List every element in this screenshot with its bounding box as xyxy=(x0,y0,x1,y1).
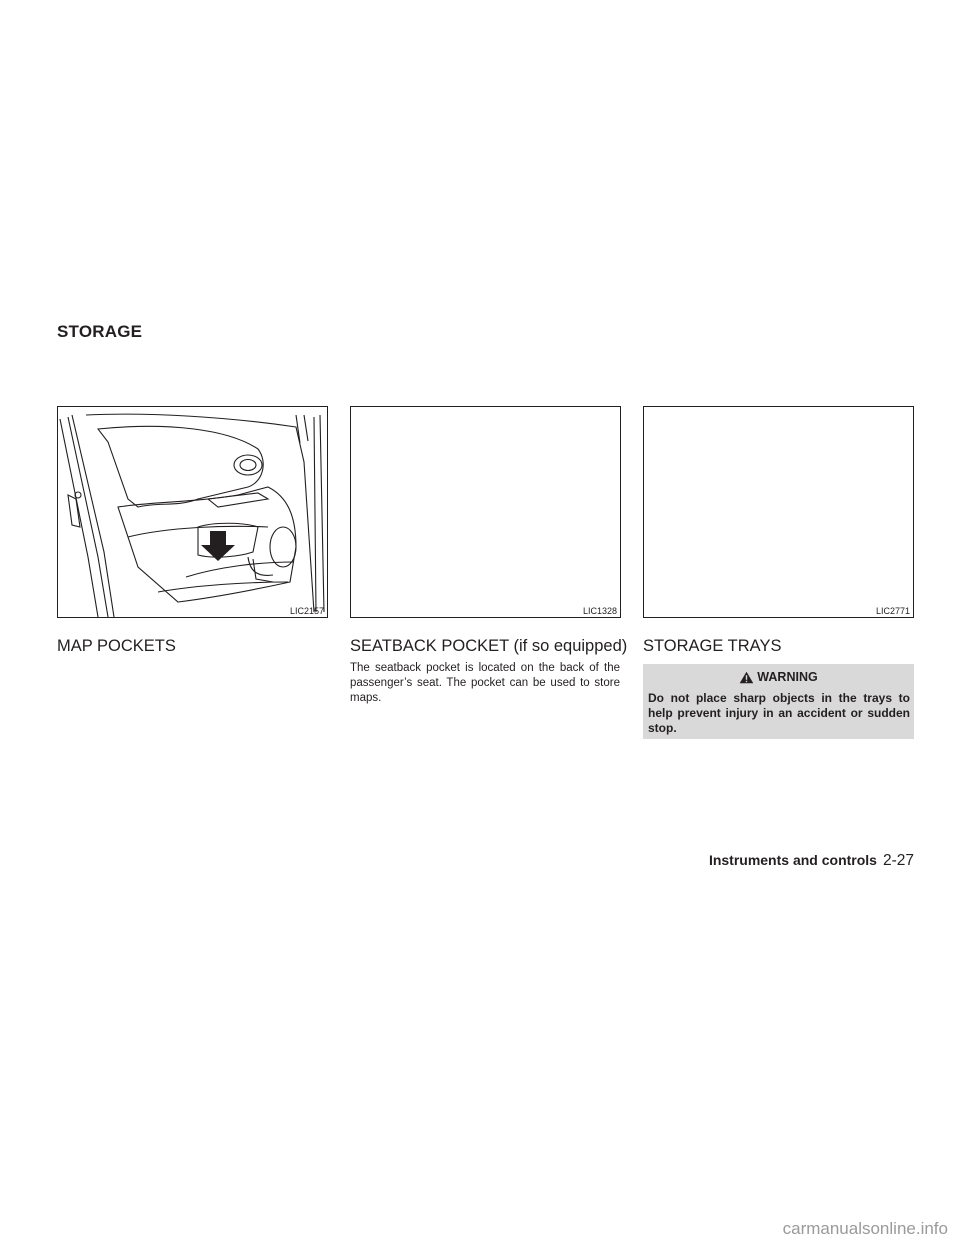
warning-label: WARNING xyxy=(757,670,818,684)
seatback-pocket-text: The seatback pocket is located on the back of the passenger’s seat. The pocket can be used to store maps. xyxy=(350,662,620,704)
page-footer xyxy=(709,852,914,870)
figure-code: LIC1328 xyxy=(582,606,617,616)
figure-code: LIC2771 xyxy=(875,606,910,616)
page-number: 2-27 xyxy=(882,852,914,869)
figure-code: LIC2157 xyxy=(289,606,324,616)
warning-title xyxy=(643,670,914,684)
heading-seatback-pocket: SEATBACK POCKET (if so equipped) xyxy=(350,637,628,655)
figure-map-pockets xyxy=(57,406,328,618)
door-panel-illustration xyxy=(58,407,327,617)
heading-storage-trays: STORAGE TRAYS xyxy=(643,637,782,655)
figure-seatback-pocket xyxy=(350,406,621,618)
figure-storage-trays xyxy=(643,406,914,618)
warning-text: Do not place sharp objects in the trays to help prevent injury in an accident or sudden stop. xyxy=(648,691,910,735)
watermark: carmanualsonline.info xyxy=(782,1219,948,1238)
warning-triangle-icon xyxy=(739,671,754,684)
footer-section-name: Instruments and controls xyxy=(708,852,877,868)
warning-box xyxy=(643,664,914,739)
section-title: STORAGE xyxy=(57,322,143,341)
heading-map-pockets: MAP POCKETS xyxy=(57,637,176,655)
